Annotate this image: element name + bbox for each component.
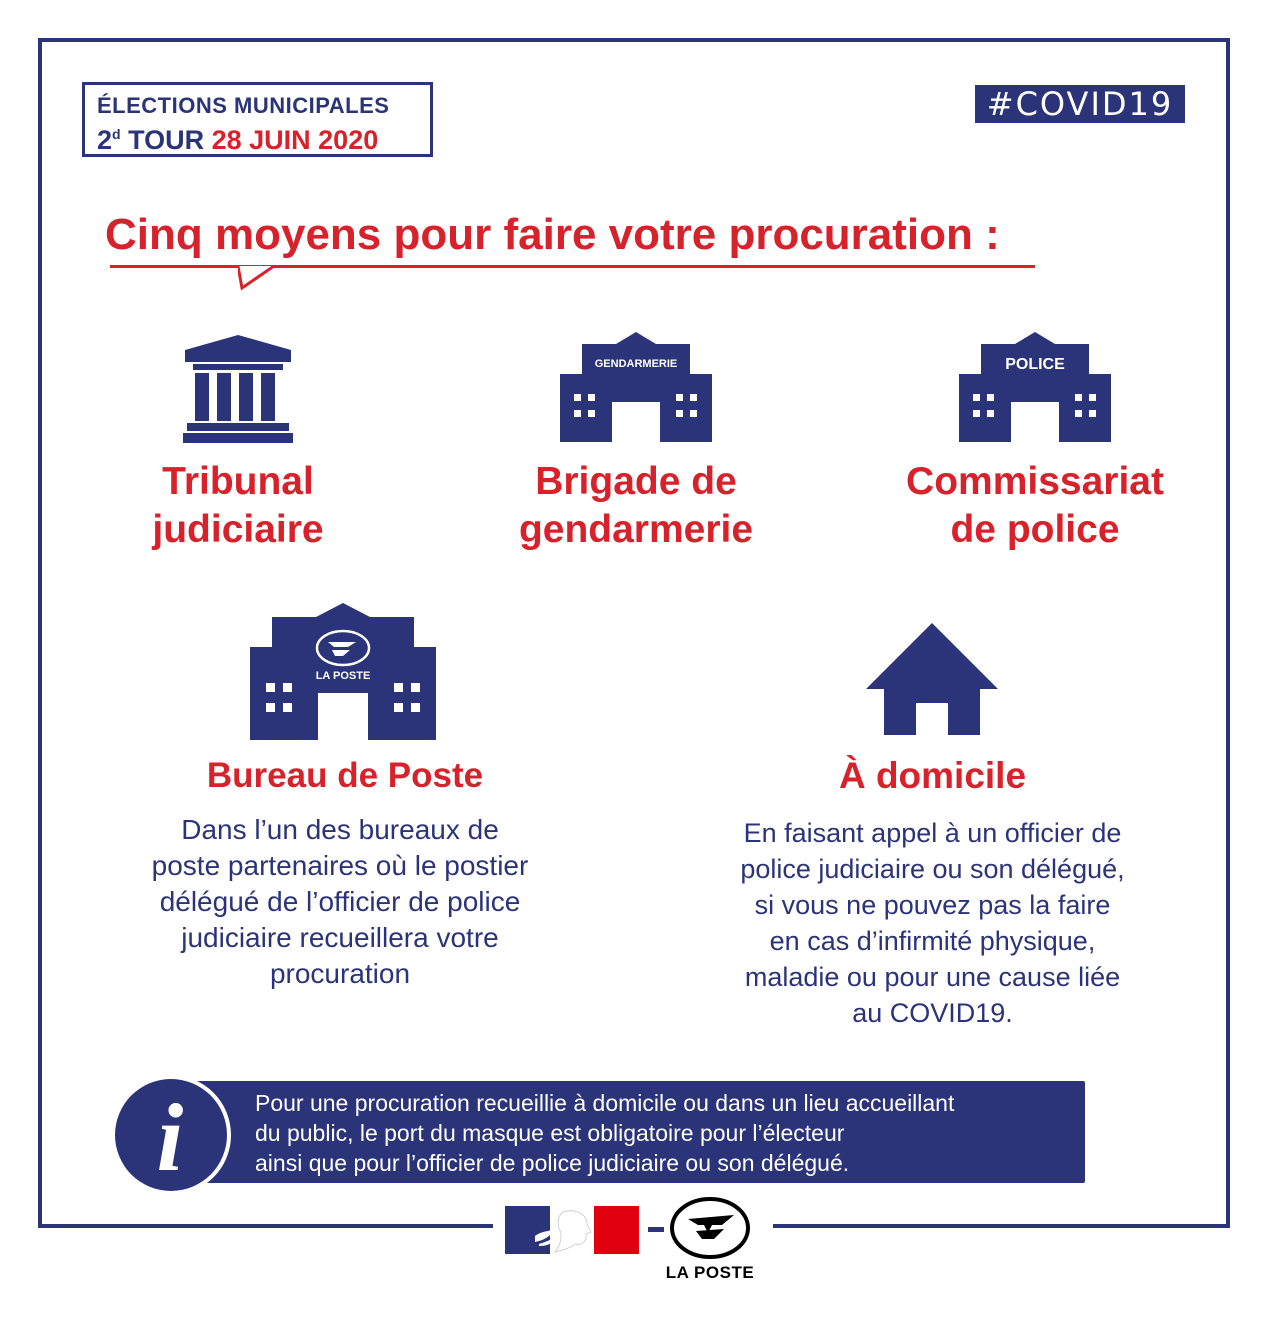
- label-tribunal-line-2: judiciaire: [152, 508, 324, 551]
- poste-description-line: Dans l’un des bureaux de: [181, 814, 499, 845]
- info-line: ainsi que pour l’officier de police judiciaire ou son délégué.: [255, 1150, 850, 1176]
- domicile-description: [680, 815, 1185, 1031]
- badge-round-word: TOUR: [120, 125, 212, 155]
- police-sign: POLICE: [1005, 356, 1065, 373]
- house-icon: [866, 623, 998, 735]
- poste-description-line: délégué de l’officier de police: [159, 886, 521, 917]
- domicile-description-line: En faisant appel à un officier de: [743, 818, 1122, 848]
- speech-tail-icon: [238, 266, 278, 292]
- marianne-republique-logo: [505, 1206, 639, 1254]
- label-domicile: À domicile: [838, 755, 1027, 796]
- page-title: Cinq moyens pour faire votre procuration :: [105, 210, 1000, 259]
- info-line: Pour une procuration recueillie à domicile ou dans un lieu accueillant: [255, 1090, 955, 1116]
- label-bureau-poste: Bureau de Poste: [206, 756, 484, 795]
- info-text: [255, 1088, 1080, 1178]
- label-commissariat-line-2: de police: [950, 508, 1120, 551]
- label-gendarmerie-line-1: Brigade de: [535, 460, 737, 503]
- gendarmerie-sign: GENDARMERIE: [594, 358, 678, 370]
- police-building-icon: [959, 332, 1111, 442]
- badge-line-2: [97, 119, 430, 155]
- poste-description: [90, 812, 590, 992]
- courthouse-icon: [183, 335, 293, 443]
- badge-date: 28 JUIN 2020: [211, 125, 379, 155]
- domicile-description-line: en cas d’infirmité physique,: [769, 926, 1096, 956]
- election-badge: [82, 82, 433, 157]
- gendarmerie-building-icon: [560, 332, 712, 442]
- label-commissariat-line-1: Commissariat: [906, 460, 1164, 503]
- label-commissariat: [880, 458, 1190, 554]
- poste-description-line: poste partenaires où le postier: [151, 850, 529, 881]
- label-gendarmerie-line-2: gendarmerie: [518, 508, 754, 551]
- poste-description-line: procuration: [269, 958, 411, 989]
- badge-round-number: 2: [97, 125, 113, 155]
- domicile-description-line: maladie ou pour une cause liée: [744, 962, 1121, 992]
- domicile-description-line: police judiciaire ou son délégué,: [740, 854, 1125, 884]
- label-gendarmerie: [486, 458, 786, 554]
- info-icon: [108, 1072, 234, 1198]
- badge-line-1: ÉLECTIONS MUNICIPALES: [97, 93, 390, 118]
- label-tribunal-line-1: Tribunal: [162, 460, 314, 503]
- logo-separator: [648, 1227, 664, 1232]
- info-glyph: i: [156, 1084, 184, 1191]
- badge-round-suffix: d: [112, 126, 121, 142]
- la-poste-logo: [668, 1195, 752, 1261]
- post-office-sign: LA POSTE: [315, 670, 371, 682]
- domicile-description-line: au COVID19.: [852, 998, 1013, 1028]
- la-poste-label: LA POSTE: [665, 1263, 755, 1282]
- domicile-description-line: si vous ne pouvez pas la faire: [754, 890, 1111, 920]
- info-line: du public, le port du masque est obligatoire pour l’électeur: [255, 1120, 845, 1146]
- covid-hashtag: #COVID19: [975, 85, 1185, 123]
- post-office-building-icon: [250, 603, 436, 740]
- poste-description-line: judiciaire recueillera votre: [181, 922, 499, 953]
- label-tribunal: [88, 458, 388, 554]
